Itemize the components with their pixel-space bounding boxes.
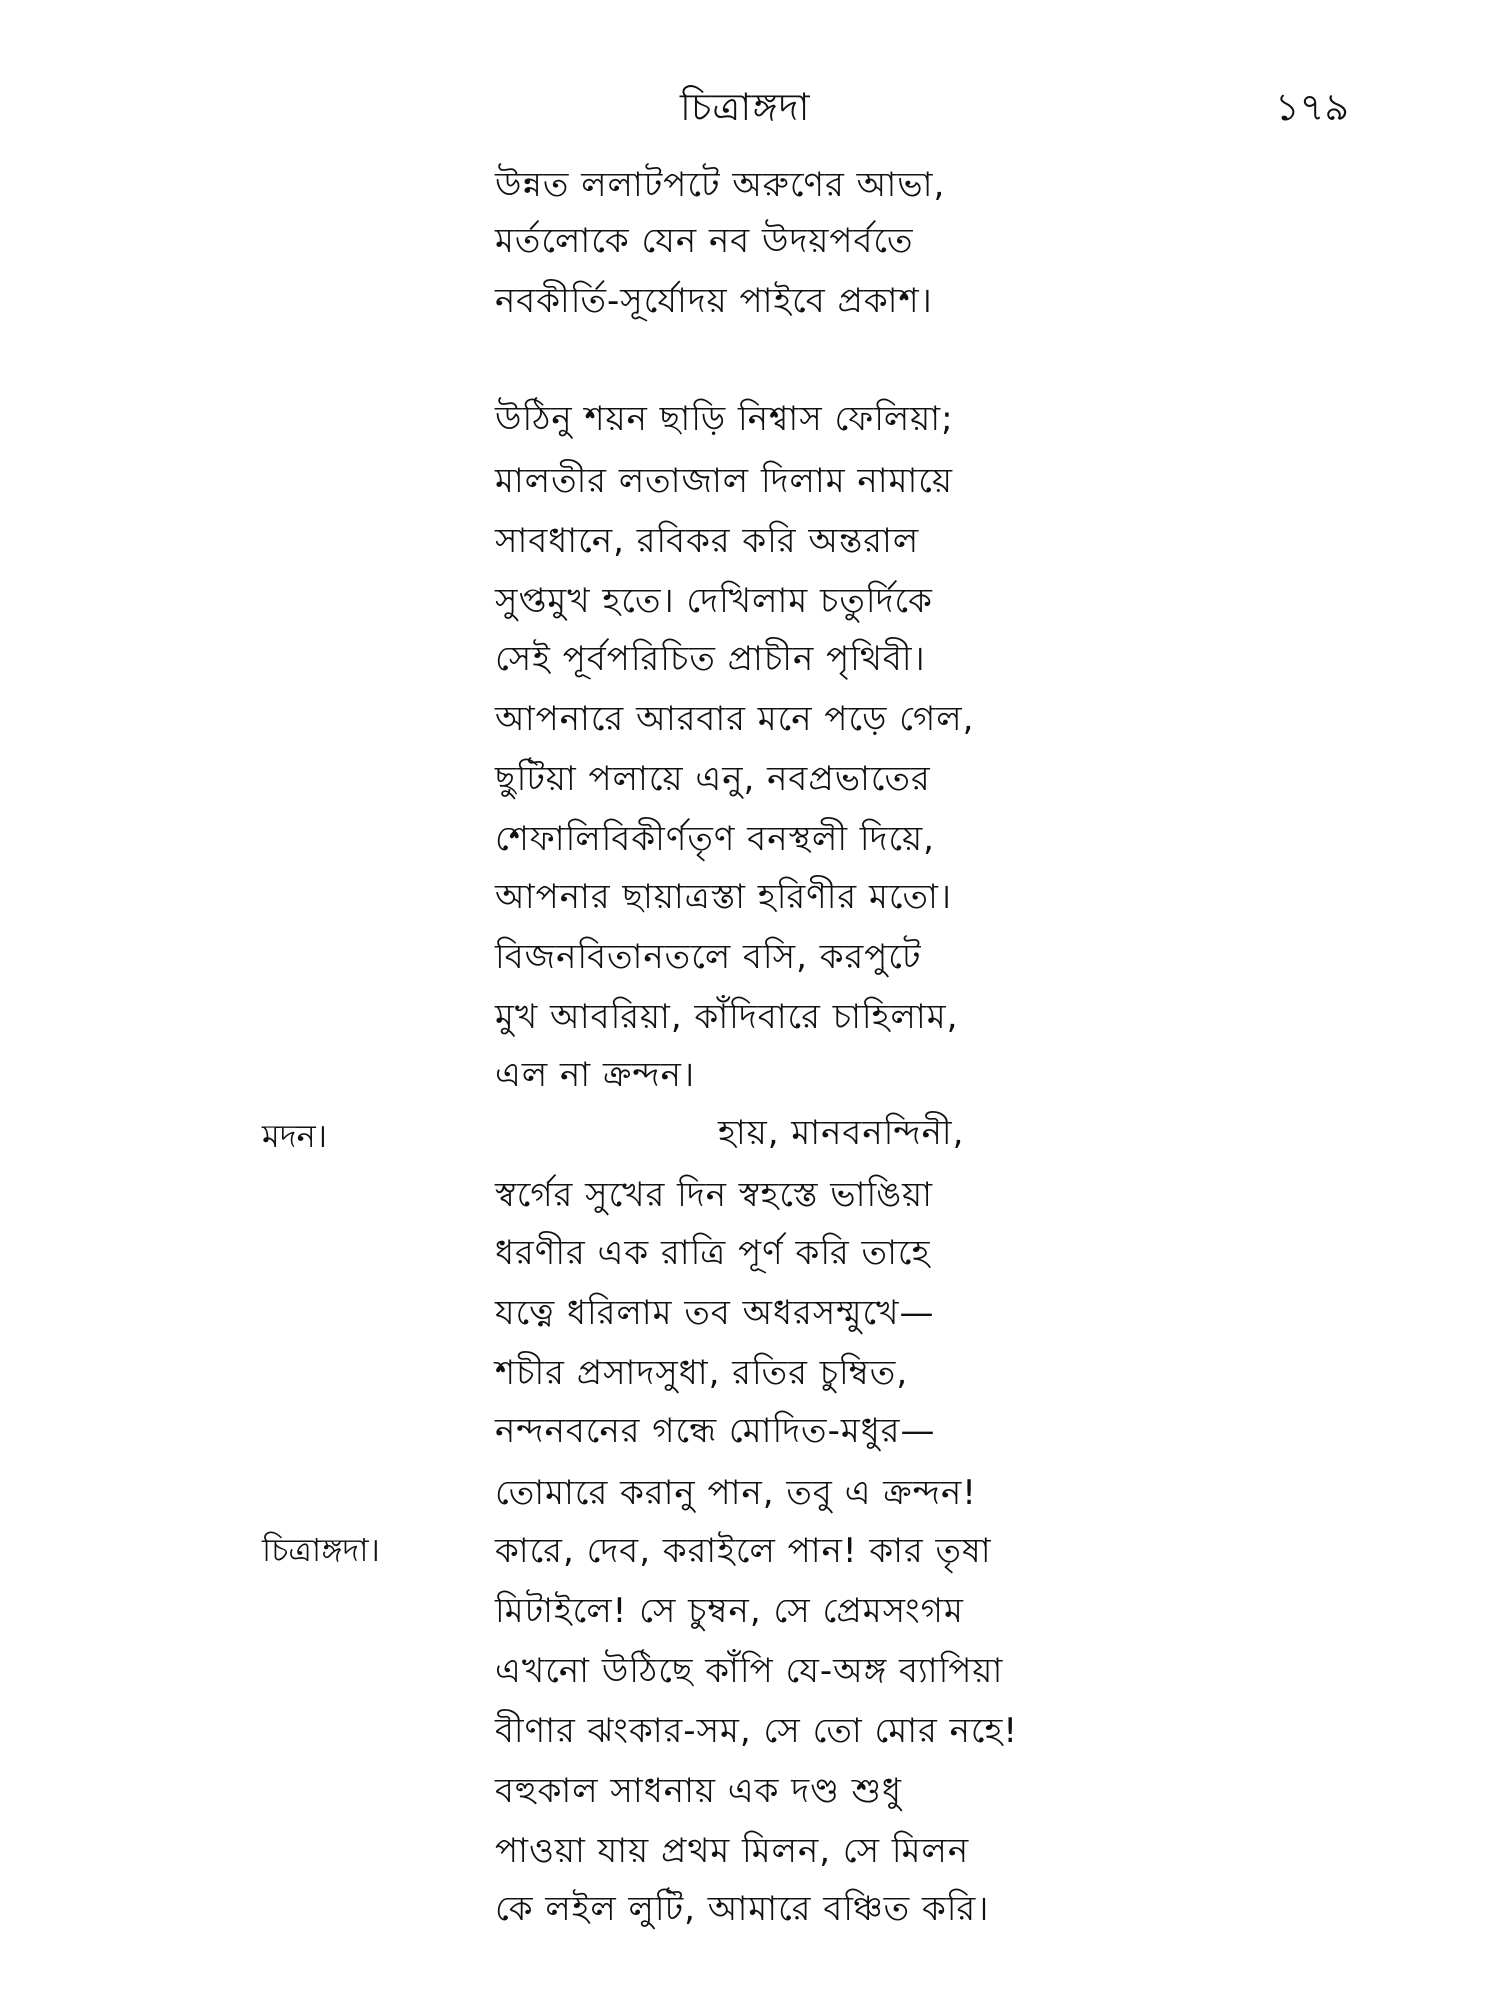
verse-line: স্বর্গের সুখের দিন স্বহস্তে ভাঙিয়া — [495, 1175, 934, 1215]
verse-line: বীণার ঝংকার-সম, সে তো মোর নহে! — [495, 1711, 1019, 1751]
verse-line: নবকীর্তি-সূর্যোদয় পাইবে প্রকাশ। — [495, 281, 933, 321]
verse-line: এল না ক্রন্দন। — [495, 1055, 696, 1095]
verse-line: মুখ আবরিয়া, কাঁদিবারে চাহিলাম, — [495, 997, 959, 1037]
verse-line: পাওয়া যায় প্রথম মিলন, সে মিলন — [495, 1831, 970, 1871]
verse-line: কে লইল লুটি, আমারে বঞ্চিত করি। — [495, 1889, 990, 1929]
verse-line: নন্দনবনের গন্ধে মোদিত-মধুর— — [495, 1411, 936, 1451]
verse-line: এখনো উঠিছে কাঁপি যে-অঙ্গ ব্যাপিয়া — [495, 1651, 1004, 1691]
verse-line: তোমারে করানু পান, তবু এ ক্রন্দন! — [495, 1473, 977, 1513]
verse-line: কারে, দেব, করাইলে পান! কার তৃষা — [495, 1531, 992, 1571]
verse-line: ছুটিয়া পলায়ে এনু, নবপ্রভাতের — [495, 759, 931, 799]
verse-line: উন্নত ললাটপটে অরুণের আভা, — [495, 165, 946, 205]
verse-line: সুপ্তমুখ হতে। দেখিলাম চতুর্দিকে — [495, 581, 933, 621]
verse-line: বিজনবিতানতলে বসি, করপুটে — [495, 937, 922, 977]
verse-line: মর্তলোকে যেন নব উদয়পর্বতে — [495, 221, 914, 261]
speaker-madan: মদন। — [262, 1117, 328, 1155]
verse-line: আপনার ছায়াত্রস্তা হরিণীর মতো। — [495, 877, 953, 917]
verse-line: সাবধানে, রবিকর করি অন্তরাল — [495, 521, 920, 561]
verse-line: আপনারে আরবার মনে পড়ে গেল, — [495, 699, 975, 739]
verse-line: মালতীর লতাজাল দিলাম নামায়ে — [495, 461, 953, 501]
verse-line: উঠিনু শয়ন ছাড়ি নিশ্বাস ফেলিয়া; — [495, 399, 954, 439]
verse-line: শচীর প্রসাদসুধা, রতির চুম্বিত, — [495, 1353, 909, 1393]
verse-line: হায়, মানবনন্দিনী, — [718, 1113, 965, 1153]
verse-line: যত্নে ধরিলাম তব অধরসম্মুখে— — [495, 1293, 935, 1333]
running-title: চিত্রাঙ্গদা — [680, 85, 811, 129]
verse-line: শেফালিবিকীর্ণতৃণ বনস্থলী দিয়ে, — [495, 819, 935, 859]
verse-line: বহুকাল সাধনায় এক দণ্ড শুধু — [495, 1771, 903, 1811]
page-number: ১৭৯ — [1275, 85, 1350, 129]
verse-line: ধরণীর এক রাত্রি পূর্ণ করি তাহে — [495, 1233, 931, 1273]
verse-line: মিটাইলে! সে চুম্বন, সে প্রেমসংগম — [495, 1591, 964, 1631]
verse-line: সেই পূর্বপরিচিত প্রাচীন পৃথিবী। — [495, 639, 926, 679]
speaker-chitrangada: চিত্রাঙ্গদা। — [262, 1531, 380, 1569]
